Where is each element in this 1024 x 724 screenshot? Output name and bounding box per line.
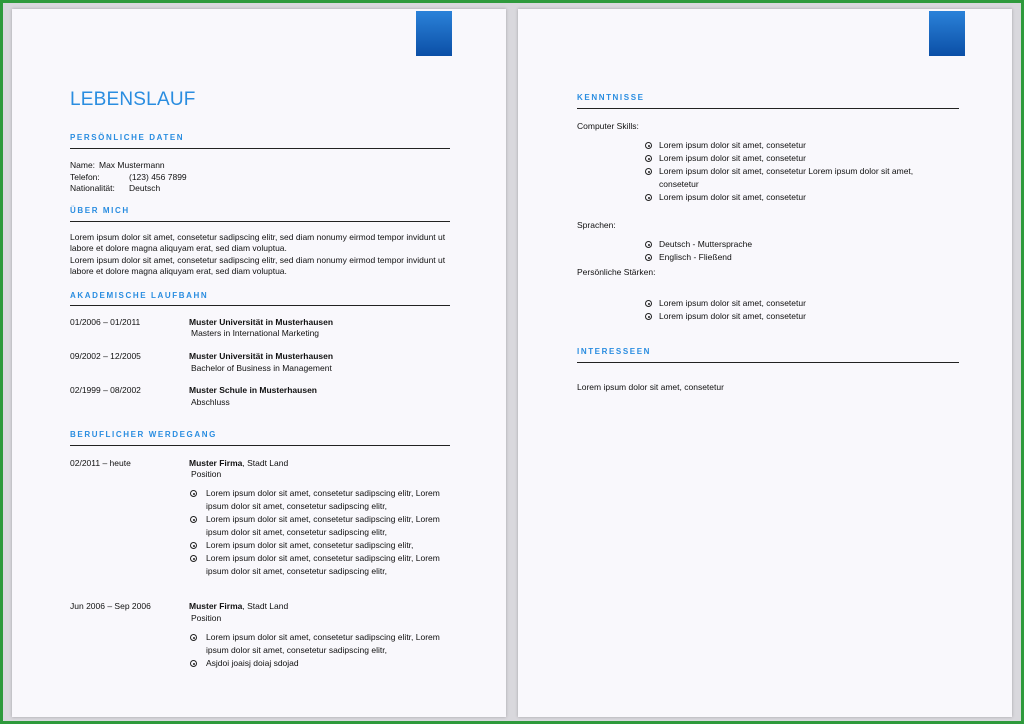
section-heading-academic: AKADEMISCHE LAUFBAHN bbox=[70, 291, 209, 300]
career-line: Asjdoi joaisj doiaj sdojad bbox=[206, 658, 299, 668]
bullet-icon bbox=[190, 490, 197, 497]
page-1-accent-block bbox=[416, 11, 452, 56]
bullet-icon bbox=[645, 194, 652, 201]
page-1 bbox=[12, 9, 506, 717]
career-location: , Stadt Land bbox=[242, 601, 289, 611]
language-item: Deutsch - Muttersprache bbox=[659, 239, 753, 249]
career-date: 02/2011 – heute bbox=[70, 458, 131, 468]
about-line: labore et dolore magna aliquyam erat, sed diam voluptua. bbox=[70, 266, 287, 276]
career-line: Lorem ipsum dolor sit amet, consetetur sadipscing elitr, Lorem bbox=[206, 488, 440, 498]
strength-item: Lorem ipsum dolor sit amet, consetetur bbox=[659, 311, 806, 321]
section-rule bbox=[70, 445, 450, 446]
career-line: Lorem ipsum dolor sit amet, consetetur sadipscing elitr, Lorem bbox=[206, 632, 440, 642]
section-rule bbox=[70, 148, 450, 149]
bullet-icon bbox=[190, 542, 197, 549]
section-rule bbox=[577, 362, 959, 363]
bullet-icon bbox=[645, 241, 652, 248]
bullet-icon bbox=[645, 313, 652, 320]
bullet-icon bbox=[645, 168, 652, 175]
about-line: labore et dolore magna aliquyam erat, sed diam voluptua. bbox=[70, 243, 287, 253]
bullet-icon bbox=[645, 155, 652, 162]
academic-school: Muster Universität in Musterhausen bbox=[189, 317, 334, 327]
bullet-icon bbox=[645, 142, 652, 149]
academic-degree: Abschluss bbox=[191, 397, 230, 407]
page-2-accent-block bbox=[929, 11, 965, 56]
bullet-icon bbox=[190, 555, 197, 562]
bullet-icon bbox=[190, 660, 197, 667]
career-line: ipsum dolor sit amet, consetetur sadipscing elitr, bbox=[206, 645, 387, 655]
about-line: Lorem ipsum dolor sit amet, consetetur sadipscing elitr, sed diam nonumy eirmod tempor invidunt ut bbox=[70, 255, 446, 265]
page-2 bbox=[518, 9, 1012, 717]
section-heading-skills: KENNTNISSE bbox=[577, 93, 645, 102]
academic-degree: Bachelor of Business in Management bbox=[191, 363, 332, 373]
about-line: Lorem ipsum dolor sit amet, consetetur sadipscing elitr, sed diam nonumy eirmod tempor invidunt ut bbox=[70, 232, 446, 242]
bullet-icon bbox=[645, 300, 652, 307]
section-heading-about: ÜBER MICH bbox=[70, 206, 130, 215]
nationality-value: Deutsch bbox=[129, 183, 161, 193]
career-position: Position bbox=[191, 469, 222, 479]
resume-title: LEBENSLAUF bbox=[70, 89, 196, 110]
language-item: Englisch - Fließend bbox=[659, 252, 732, 262]
skill-line: Lorem ipsum dolor sit amet, consetetur bbox=[659, 192, 806, 202]
career-company: Muster Firma bbox=[189, 458, 243, 468]
career-location: , Stadt Land bbox=[242, 458, 289, 468]
section-heading-personal: PERSÖNLICHE DATEN bbox=[70, 133, 185, 142]
section-rule bbox=[70, 221, 450, 222]
computer-skills-label: Computer Skills: bbox=[577, 121, 639, 131]
languages-label: Sprachen: bbox=[577, 220, 616, 230]
name-value: Max Mustermann bbox=[99, 160, 165, 170]
academic-school: Muster Universität in Musterhausen bbox=[189, 351, 334, 361]
career-line: ipsum dolor sit amet, consetetur sadipscing elitr, bbox=[206, 501, 387, 511]
career-position: Position bbox=[191, 613, 222, 623]
skill-line: Lorem ipsum dolor sit amet, consetetur Lorem ipsum dolor sit amet, bbox=[659, 166, 914, 176]
academic-date: 01/2006 – 01/2011 bbox=[70, 317, 141, 327]
section-rule bbox=[70, 305, 450, 306]
document-viewer bbox=[3, 3, 1021, 721]
strength-item: Lorem ipsum dolor sit amet, consetetur bbox=[659, 298, 806, 308]
skill-line: consetetur bbox=[659, 179, 699, 189]
name-label: Name: bbox=[70, 160, 96, 170]
career-company: Muster Firma bbox=[189, 601, 243, 611]
bullet-icon bbox=[190, 634, 197, 641]
phone-label: Telefon: bbox=[70, 172, 100, 182]
academic-date: 02/1999 – 08/2002 bbox=[70, 385, 141, 395]
skill-line: Lorem ipsum dolor sit amet, consetetur bbox=[659, 140, 806, 150]
career-employer bbox=[189, 601, 288, 613]
strengths-label: Persönliche Stärken: bbox=[577, 267, 656, 277]
bullet-icon bbox=[190, 516, 197, 523]
career-line: Lorem ipsum dolor sit amet, consetetur sadipscing elitr, Lorem bbox=[206, 553, 440, 563]
academic-date: 09/2002 – 12/2005 bbox=[70, 351, 141, 361]
career-employer bbox=[189, 458, 288, 470]
section-heading-interests: INTERESSEEN bbox=[577, 347, 652, 356]
career-date: Jun 2006 – Sep 2006 bbox=[70, 601, 151, 611]
nationality-label: Nationalität: bbox=[70, 183, 115, 193]
bullet-icon bbox=[645, 254, 652, 261]
skill-line: Lorem ipsum dolor sit amet, consetetur bbox=[659, 153, 806, 163]
phone-value: (123) 456 7899 bbox=[129, 172, 187, 182]
career-line: ipsum dolor sit amet, consetetur sadipscing elitr, bbox=[206, 527, 387, 537]
section-heading-career: BERUFLICHER WERDEGANG bbox=[70, 430, 217, 439]
career-line: Lorem ipsum dolor sit amet, consetetur sadipscing elitr, Lorem bbox=[206, 514, 440, 524]
academic-school: Muster Schule in Musterhausen bbox=[189, 385, 317, 395]
career-line: Lorem ipsum dolor sit amet, consetetur sadipscing elitr, bbox=[206, 540, 414, 550]
career-line: ipsum dolor sit amet, consetetur sadipscing elitr, bbox=[206, 566, 387, 576]
academic-degree: Masters in International Marketing bbox=[191, 328, 320, 338]
section-rule bbox=[577, 108, 959, 109]
interests-text: Lorem ipsum dolor sit amet, consetetur bbox=[577, 382, 724, 392]
